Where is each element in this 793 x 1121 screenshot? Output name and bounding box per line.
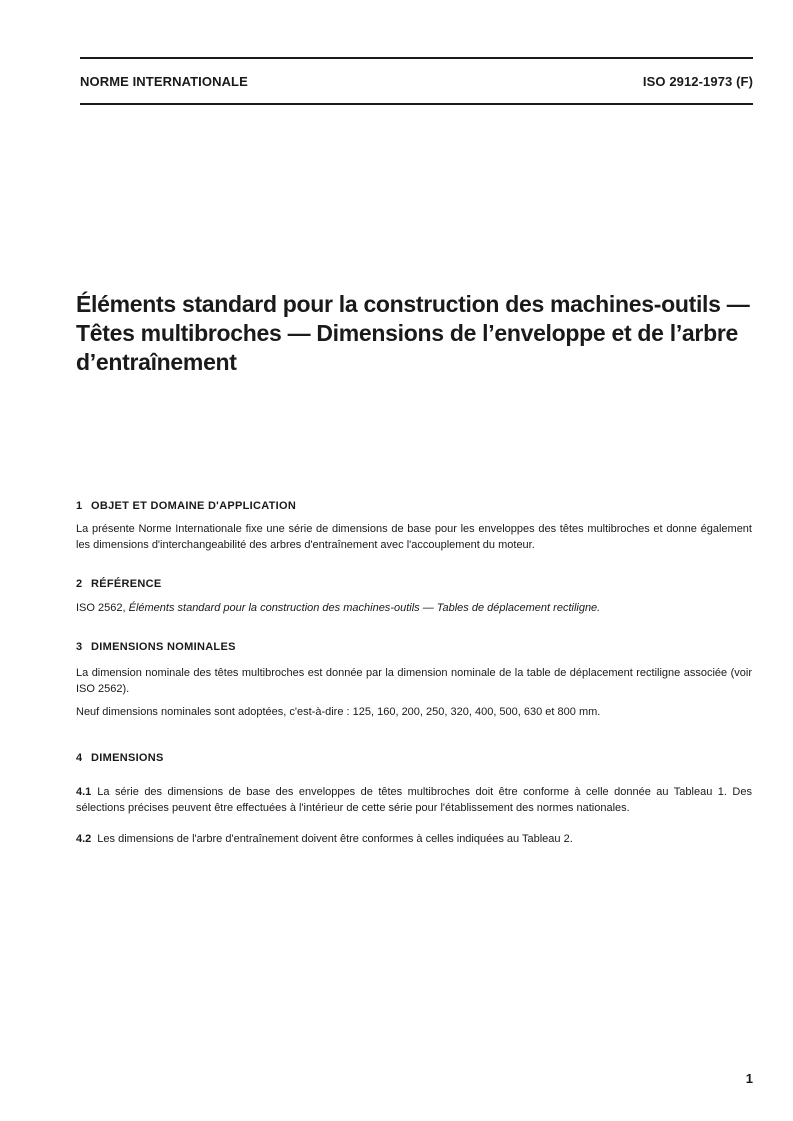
page-number: 1	[745, 1071, 753, 1086]
section-3-text-1: La dimension nominale des têtes multibroches est donnée par la dimension nominale de la table de déplacement rectiligne associée (voir ISO 2562).	[76, 667, 752, 695]
section-3-title: DIMENSIONS NOMINALES	[91, 641, 236, 653]
header-document-type: NORME INTERNATIONALE	[80, 74, 248, 89]
page-header	[80, 74, 753, 89]
header-standard-number: ISO 2912-1973 (F)	[642, 74, 753, 89]
section-4-title: DIMENSIONS	[91, 752, 164, 764]
header-top-rule	[80, 57, 753, 59]
subsection-4-1	[76, 784, 752, 816]
section-3-text-2: Neuf dimensions nominales sont adoptées, c'est-à-dire : 125, 160, 200, 250, 320, 400, 500, 630 et 800 mm.	[76, 706, 601, 718]
subsection-4-2	[76, 831, 752, 847]
section-3-number: 3	[76, 641, 83, 653]
section-1-text: La présente Norme Internationale fixe une série de dimensions de base pour les enveloppes des têtes multibroches et donne également les dimensions d'interchangeabilité des arbres d'entraînement avec l'accouplement du moteur.	[76, 523, 752, 551]
header-bottom-rule	[80, 103, 753, 105]
section-2-title: RÉFÉRENCE	[91, 578, 162, 590]
section-4-number: 4	[76, 752, 83, 764]
title-line-2: Têtes multibroches — Dimensions de l’enveloppe et de l’arbre	[76, 320, 738, 346]
subsection-4-1-number: 4.1	[76, 786, 92, 798]
subsection-4-1-text: La série des dimensions de base des enveloppes de têtes multibroches doit être conforme à celle donnée au Tableau 1. Des sélections précises peuvent être effectuées à l'intérieur de cette série pour l'établissement des normes nationales.	[76, 786, 752, 814]
reference-code: ISO 2562,	[76, 602, 126, 614]
section-2-number: 2	[76, 578, 83, 590]
section-4-heading	[76, 752, 164, 764]
section-2-heading	[76, 578, 162, 590]
section-1-title: OBJET ET DOMAINE D'APPLICATION	[91, 500, 297, 512]
section-1-heading	[76, 500, 296, 512]
reference-title: Éléments standard pour la construction des machines-outils — Tables de déplacement rectiligne.	[128, 602, 601, 614]
section-1-number: 1	[76, 500, 83, 512]
title-line-3: d’entraînement	[76, 349, 237, 375]
title-line-1: Éléments standard pour la construction des machines-outils —	[76, 291, 750, 317]
subsection-4-2-text: Les dimensions de l'arbre d'entraînement doivent être conformes à celles indiquées au Tableau 2.	[97, 833, 573, 845]
section-2-reference	[76, 600, 752, 616]
section-3-heading	[76, 641, 236, 653]
subsection-4-2-number: 4.2	[76, 833, 92, 845]
document-title	[76, 290, 766, 377]
